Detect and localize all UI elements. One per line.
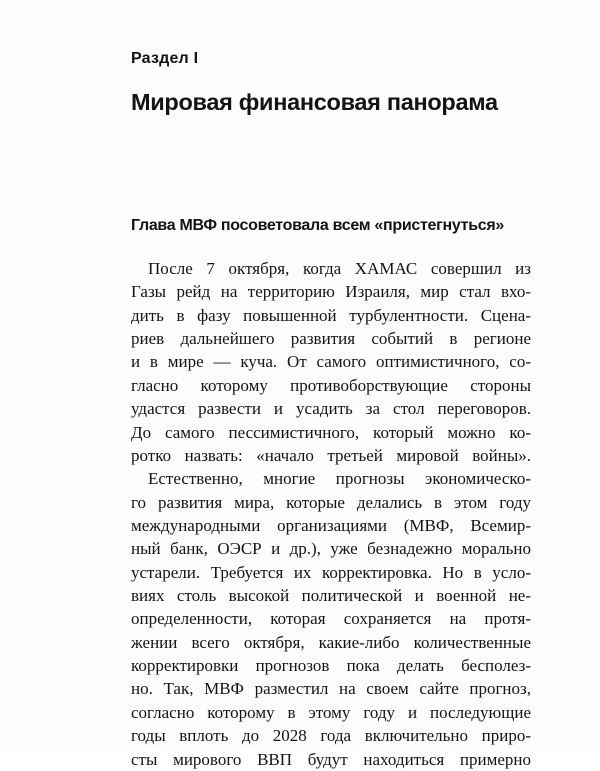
text-line: годы вплоть до 2028 года включительно приро-: [131, 726, 531, 746]
section-title: Мировая финансовая панорама: [131, 89, 498, 115]
text-line: После 7 октября, когда ХАМАС совершил из: [148, 259, 531, 278]
text-line: жении всего октября, какие-либо количественные: [131, 632, 531, 652]
text-line: го развития мира, которые делались в этом году: [131, 492, 531, 512]
text-line: удастся развести и усадить за стол переговоров.: [131, 399, 531, 419]
chapter-title: Глава МВФ посоветовала всем «пристегнуться»: [131, 217, 504, 234]
body-text: [131, 257, 531, 771]
text-line: сты мирового ВВП будут находиться примерно: [131, 749, 531, 769]
text-line: ротко назвать: «начало третьей мировой войны».: [131, 445, 531, 465]
text-line: дить в фазу повышенной турбулентности. Сцена-: [131, 305, 531, 325]
text-line: согласно которому в этому году и последующие: [131, 702, 531, 722]
text-line: корректировки прогнозов пока делать бесполез-: [131, 656, 531, 676]
text-line: международными организациями (МВФ, Всемир-: [131, 515, 531, 535]
text-line: ный банк, ОЭСР и др.), уже безнадежно морально: [131, 539, 531, 559]
text-line: До самого пессимистичного, который можно ко-: [131, 422, 531, 442]
text-line: Газы рейд на территорию Израиля, мир стал вхо-: [131, 282, 531, 302]
section-label: Раздел I: [131, 50, 199, 67]
text-line: виях столь высокой политической и военной не-: [131, 586, 531, 606]
text-line: и в мире — куча. От самого оптимистичного, со-: [131, 352, 531, 372]
text-line: определенности, которая сохраняется на протя-: [131, 609, 531, 629]
text-line: Естественно, многие прогнозы экономическо-: [148, 469, 531, 489]
text-line: устарели. Требуется их корректировка. Но в усло-: [131, 562, 531, 582]
text-line: гласно которому противоборствующие стороны: [131, 375, 531, 395]
text-line: но. Так, МВФ разместил на своем сайте прогноз,: [131, 679, 531, 699]
text-line: риев дальнейшего развития событий в регионе: [131, 329, 531, 349]
